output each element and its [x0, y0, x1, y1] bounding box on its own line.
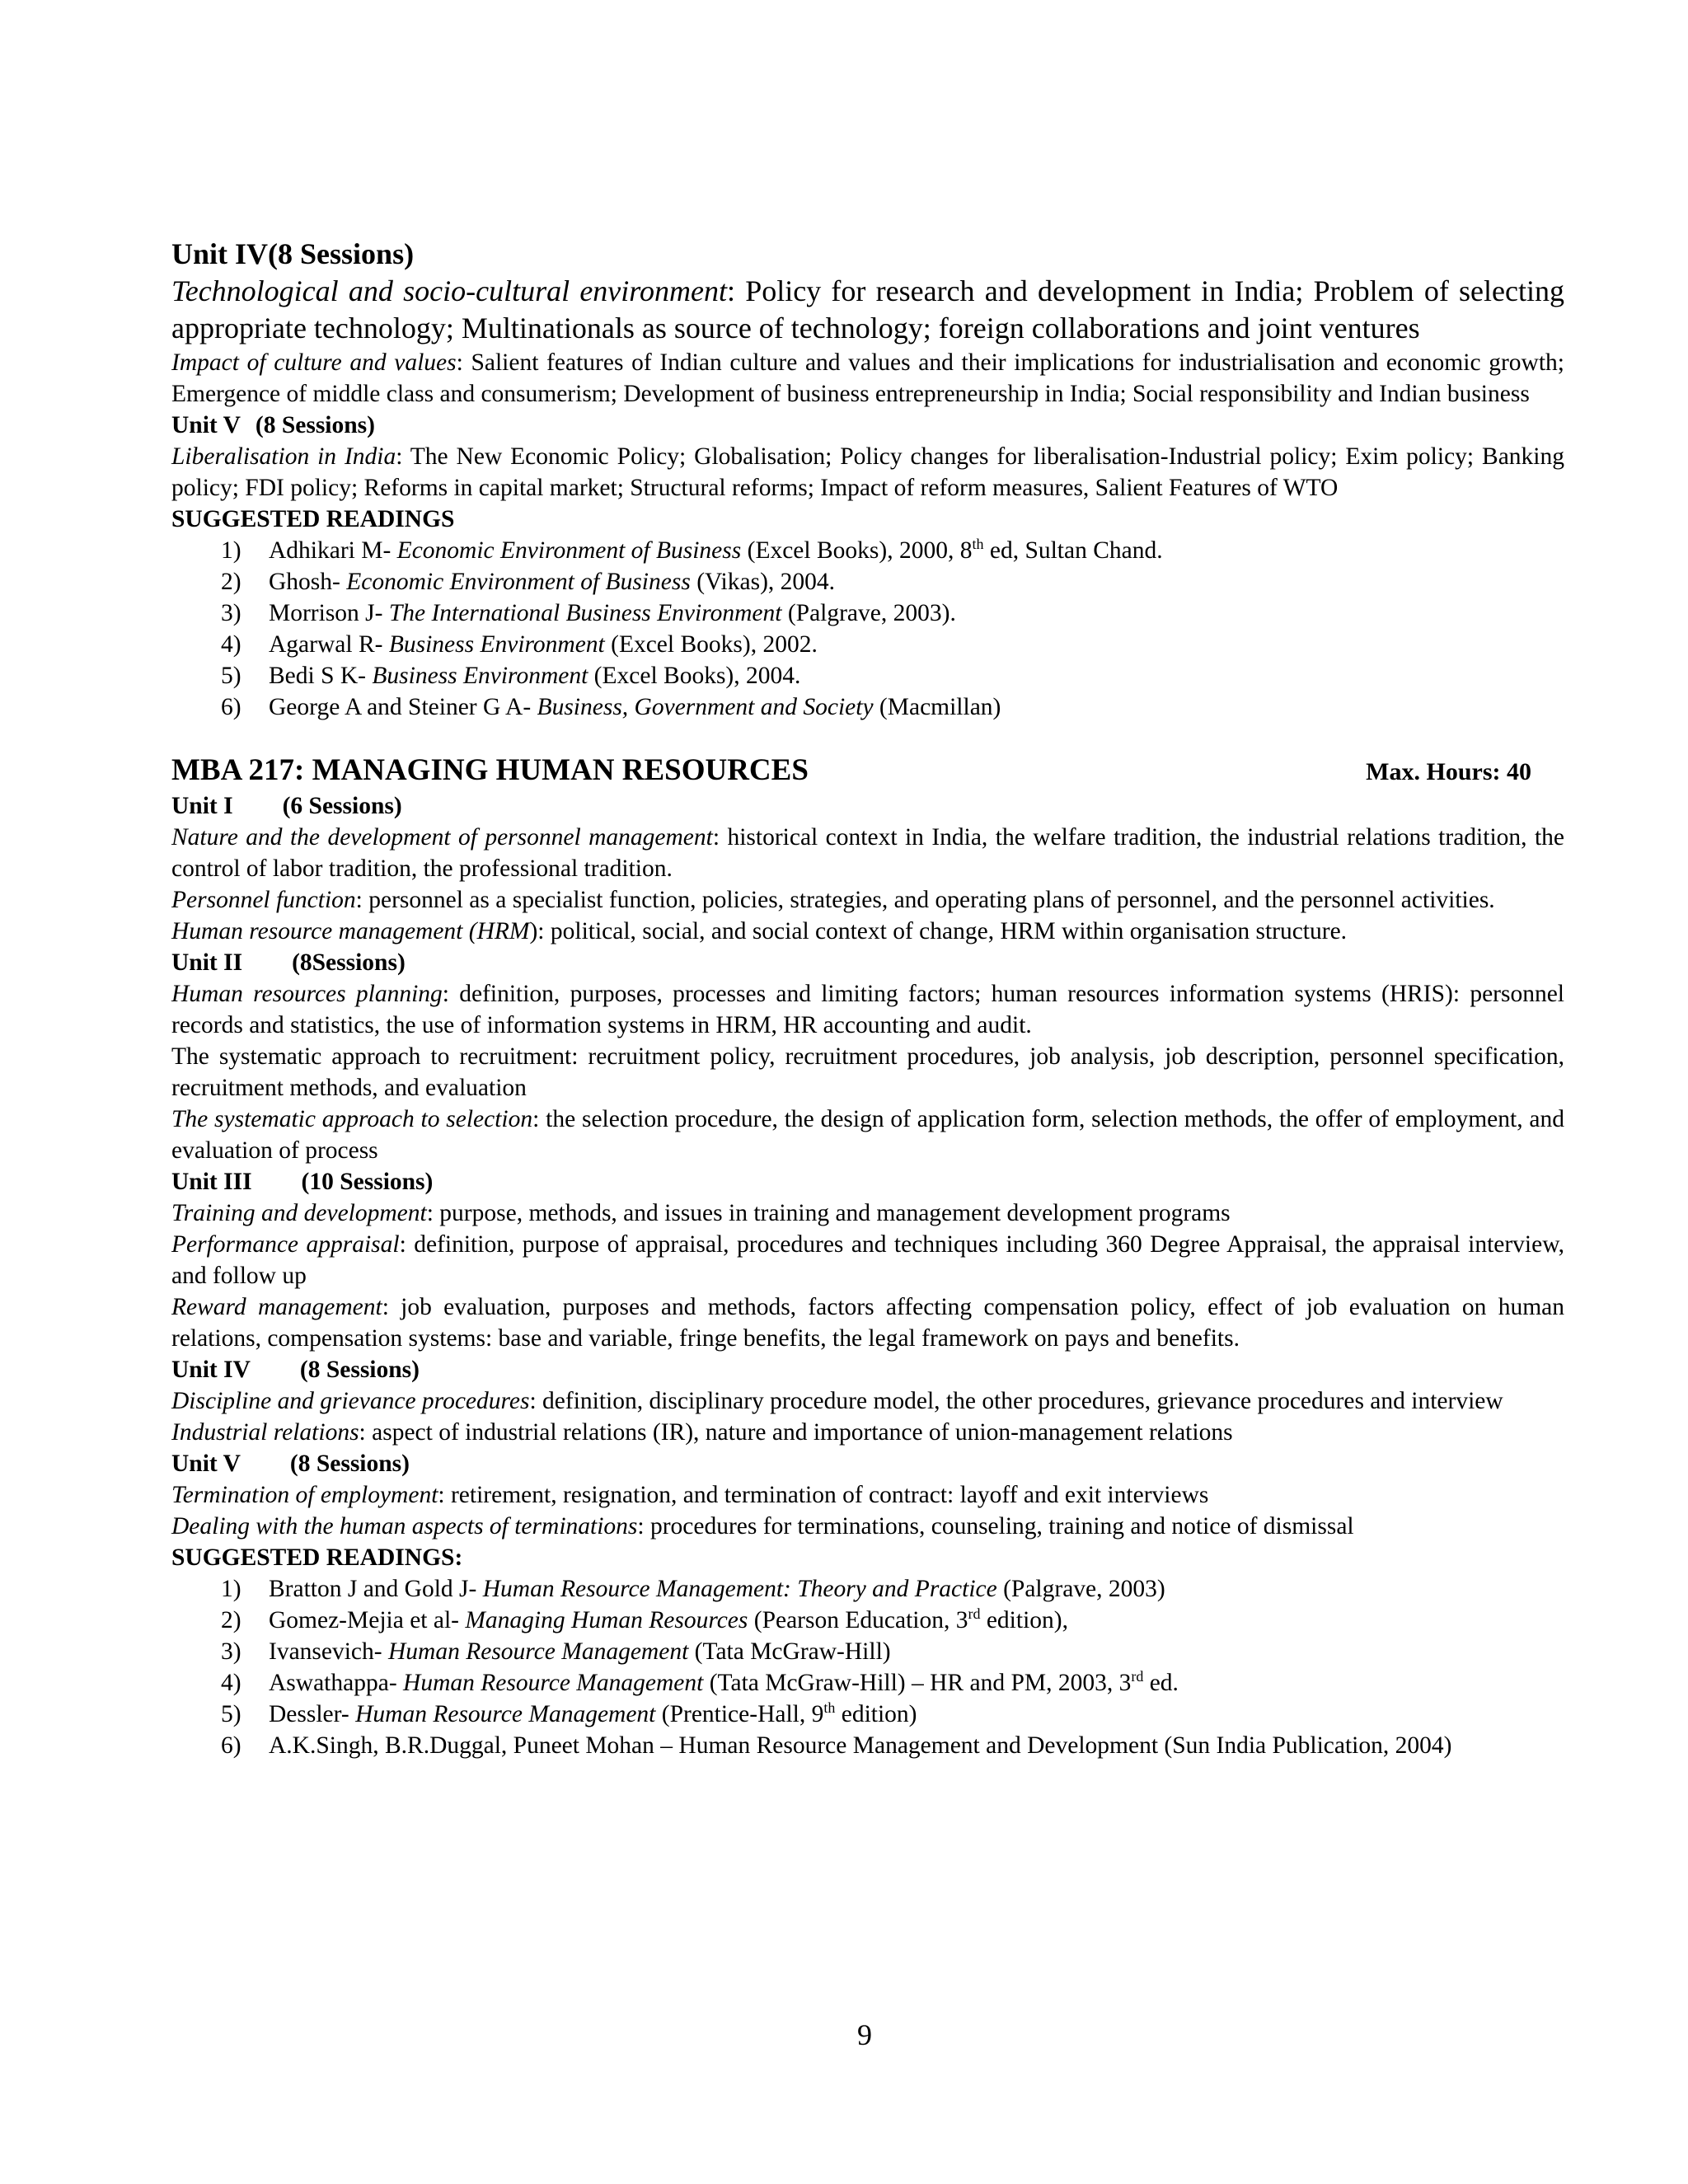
publication-info: (Excel Books), 2004.	[588, 663, 801, 689]
topic-text: : Policy for research and development in India; Problem of selecting appropriate technology; Multinationals as source of technology; foreign collaborations and joint ventures	[171, 274, 1564, 344]
sessions-label: (8 Sessions)	[289, 1451, 410, 1477]
author: Bedi S K-	[269, 663, 373, 689]
unit-label: Unit II	[171, 949, 243, 976]
publication-info: (Excel Books), 2000, 8	[741, 537, 973, 564]
paragraph	[171, 441, 1564, 504]
paragraph: The systematic approach to recruitment: recruitment policy, recruitment procedures, job analysis, job description, personnel specification, recruitment methods, and evaluation	[171, 1043, 1564, 1101]
topic-text: ): political, social, and social context of change, HRM within organisation structure.	[529, 918, 1348, 944]
topic-lead: Discipline and grievance procedures	[171, 1388, 530, 1414]
unit-iv-heading	[171, 1354, 1564, 1385]
unit-label: Unit V	[171, 412, 241, 438]
topic-text: : historical context in India, the welfare tradition, the industrial relations tradition, the control of labor tradition, the professional tradition.	[171, 824, 1564, 882]
paragraph	[171, 1385, 1564, 1417]
unit-iii-heading	[171, 1166, 1564, 1197]
paragraph	[171, 1417, 1564, 1448]
list-item	[171, 1636, 1564, 1667]
readings-list	[171, 535, 1564, 723]
superscript: th	[972, 536, 984, 553]
unit-ii-heading	[171, 947, 1564, 978]
paragraph	[171, 916, 1564, 947]
list-item	[171, 660, 1564, 691]
paragraph	[171, 978, 1564, 1041]
book-title: Business Environment	[388, 631, 605, 658]
book-title: Business, Government and Society	[537, 694, 874, 720]
paragraph	[171, 822, 1564, 884]
unit-label: Unit V	[171, 1451, 241, 1477]
topic-lead: Termination of employment	[171, 1482, 438, 1508]
list-item	[171, 1667, 1564, 1699]
item-number: 4)	[221, 631, 241, 658]
list-item	[171, 566, 1564, 598]
suggested-readings-heading: SUGGESTED READINGS	[171, 506, 455, 532]
author: Gomez-Mejia et al-	[269, 1607, 466, 1633]
topic-text: : The New Economic Policy; Globalisation; Policy changes for liberalisation-Industrial policy; Exim policy; Banking policy; FDI policy; Reforms in capital market; Structural reforms; Impact of reform measures, Salient Features of WTO	[171, 443, 1564, 501]
unit-i-heading	[171, 790, 1564, 822]
unit-label: Unit I	[171, 793, 233, 819]
book-title: Managing Human Resources	[465, 1607, 748, 1633]
publication-info: (Pearson Education, 3	[748, 1607, 968, 1633]
topic-lead: Performance appraisal	[171, 1231, 400, 1258]
author: A.K.Singh, B.R.Duggal, Puneet Mohan – Human Resource Management and Development (Sun India Publication, 2004)	[269, 1732, 1452, 1759]
publication-info: (Tata McGraw-Hill)	[688, 1638, 891, 1665]
item-number: 1)	[221, 1576, 241, 1602]
publication-info: (Tata McGraw-Hill) – HR and PM, 2003, 3	[703, 1670, 1132, 1696]
publication-info: (Vikas), 2004.	[690, 569, 836, 595]
course-title: MBA 217: MANAGING HUMAN RESOURCES	[171, 753, 809, 787]
list-item	[171, 629, 1564, 660]
paragraph	[171, 1229, 1564, 1291]
topic-text: : definition, purposes, processes and limiting factors; human resources information systems (HRIS): personnel records and statistics, the use of information systems in HRM, HR accounting and audit.	[171, 981, 1565, 1038]
publication-info: (Prentice-Hall, 9	[655, 1701, 824, 1727]
list-item	[171, 691, 1564, 723]
publication-info: (Palgrave, 2003)	[996, 1576, 1165, 1602]
sessions-label: (8 Sessions)	[299, 1357, 420, 1383]
book-title: Economic Environment of Business	[346, 569, 691, 595]
topic-text: : definition, purpose of appraisal, procedures and techniques including 360 Degree Appraisal, the appraisal interview, and follow up	[171, 1231, 1564, 1289]
book-title: Human Resource Management: Theory and Practice	[482, 1576, 997, 1602]
superscript: rd	[968, 1605, 981, 1623]
document-page	[171, 235, 1564, 1761]
author: Ivansevich-	[269, 1638, 388, 1665]
author: Ghosh-	[269, 569, 347, 595]
topic-lead: Training and development	[171, 1200, 427, 1226]
item-number: 1)	[221, 537, 241, 564]
item-number: 6)	[221, 1732, 241, 1759]
paragraph	[171, 1479, 1564, 1511]
topic-lead: Impact of culture and values	[171, 349, 457, 376]
unit-label: Unit IV	[171, 1357, 251, 1383]
superscript: th	[823, 1699, 836, 1717]
paragraph	[171, 273, 1564, 347]
topic-lead: Liberalisation in India	[171, 443, 396, 470]
unit-iv-heading	[171, 235, 1564, 273]
author: Aswathappa-	[269, 1670, 404, 1696]
topic-lead: Reward management	[171, 1294, 382, 1320]
publication-info: edition),	[980, 1607, 1068, 1633]
topic-text: : job evaluation, purposes and methods, factors affecting compensation policy, effect of job evaluation on human relations, compensation systems: base and variable, fringe benefits, the legal framework on pays and benefits.	[171, 1294, 1564, 1352]
author: Morrison J-	[269, 600, 389, 626]
unit-v-heading	[171, 410, 1564, 441]
suggested-readings-heading: SUGGESTED READINGS:	[171, 1544, 463, 1571]
list-item	[171, 1730, 1564, 1761]
list-item	[171, 1573, 1564, 1605]
author: Agarwal R-	[269, 631, 389, 658]
book-title: Economic Environment of Business	[396, 537, 742, 564]
superscript: rd	[1131, 1668, 1144, 1685]
topic-lead: Nature and the development of personnel management	[171, 824, 713, 851]
list-item	[171, 598, 1564, 629]
book-title: The International Business Environment	[388, 600, 782, 626]
publication-info: (Excel Books), 2002.	[604, 631, 818, 658]
item-number: 4)	[221, 1670, 241, 1696]
topic-lead: Technological and socio-cultural environment	[171, 274, 727, 307]
book-title: Business Environment	[372, 663, 588, 689]
book-title: Human Resource Management	[355, 1701, 656, 1727]
publication-info: (Palgrave, 2003).	[781, 600, 956, 626]
author: Adhikari M-	[269, 537, 397, 564]
course-header	[171, 751, 1564, 790]
item-number: 6)	[221, 694, 241, 720]
topic-text: : the selection procedure, the design of application form, selection methods, the offer of employment, and evaluation of process	[171, 1106, 1564, 1164]
topic-text: : personnel as a specialist function, policies, strategies, and operating plans of personnel, and the personnel activities.	[355, 887, 1495, 913]
book-title: Human Resource Management	[403, 1670, 704, 1696]
paragraph	[171, 1511, 1564, 1542]
max-hours: Max. Hours: 40	[1366, 758, 1531, 785]
publication-info: ed.	[1143, 1670, 1179, 1696]
unit-label: Unit III	[171, 1169, 252, 1195]
topic-text: : Salient features of Indian culture and values and their implications for industrialisation and economic growth; Emergence of middle class and consumerism; Development of business entrepreneurship in India; Social responsibility and Indian business	[171, 349, 1564, 407]
paragraph	[171, 1291, 1564, 1354]
author: George A and Steiner G A-	[269, 694, 537, 720]
topic-lead: The systematic approach to selection	[171, 1106, 533, 1132]
topic-lead: Personnel function	[171, 887, 356, 913]
item-number: 2)	[221, 569, 241, 595]
item-number: 3)	[221, 1638, 241, 1665]
topic-lead: Human resource management (HRM	[171, 918, 530, 944]
item-number: 5)	[221, 1701, 241, 1727]
sessions-label: (6 Sessions)	[282, 793, 402, 819]
topic-text: : definition, disciplinary procedure model, the other procedures, grievance procedures and interview	[529, 1388, 1503, 1414]
sessions-label: (10 Sessions)	[301, 1169, 434, 1195]
paragraph	[171, 1197, 1564, 1229]
topic-lead: Industrial relations	[171, 1419, 359, 1446]
topic-lead: Human resources planning	[171, 981, 443, 1007]
topic-lead: Dealing with the human aspects of terminations	[171, 1513, 638, 1540]
topic-text: : purpose, methods, and issues in training and management development programs	[426, 1200, 1231, 1226]
publication-info: edition)	[835, 1701, 917, 1727]
publication-info: ed, Sultan Chand.	[983, 537, 1163, 564]
unit-label: Unit IV	[171, 237, 269, 270]
author: Dessler-	[269, 1701, 356, 1727]
item-number: 2)	[221, 1607, 241, 1633]
paragraph	[171, 884, 1564, 916]
publication-info: (Macmillan)	[873, 694, 1001, 720]
list-item	[171, 1605, 1564, 1636]
item-number: 5)	[221, 663, 241, 689]
topic-text: : aspect of industrial relations (IR), nature and importance of union-management relations	[359, 1419, 1233, 1446]
list-item	[171, 1699, 1564, 1730]
sessions-label: (8 Sessions)	[268, 237, 415, 270]
topic-text: : retirement, resignation, and termination of contract: layoff and exit interviews	[438, 1482, 1209, 1508]
paragraph	[171, 1104, 1564, 1166]
list-item	[171, 535, 1564, 566]
sessions-label: (8 Sessions)	[255, 412, 375, 438]
paragraph	[171, 347, 1564, 410]
topic-text: : procedures for terminations, counseling, training and notice of dismissal	[637, 1513, 1354, 1540]
book-title: Human Resource Management	[387, 1638, 689, 1665]
readings-list	[171, 1573, 1564, 1761]
sessions-label: (8Sessions)	[292, 949, 406, 976]
author: Bratton J and Gold J-	[269, 1576, 483, 1602]
unit-v-heading	[171, 1448, 1564, 1479]
item-number: 3)	[221, 600, 241, 626]
page-number: 9	[857, 2018, 872, 2051]
